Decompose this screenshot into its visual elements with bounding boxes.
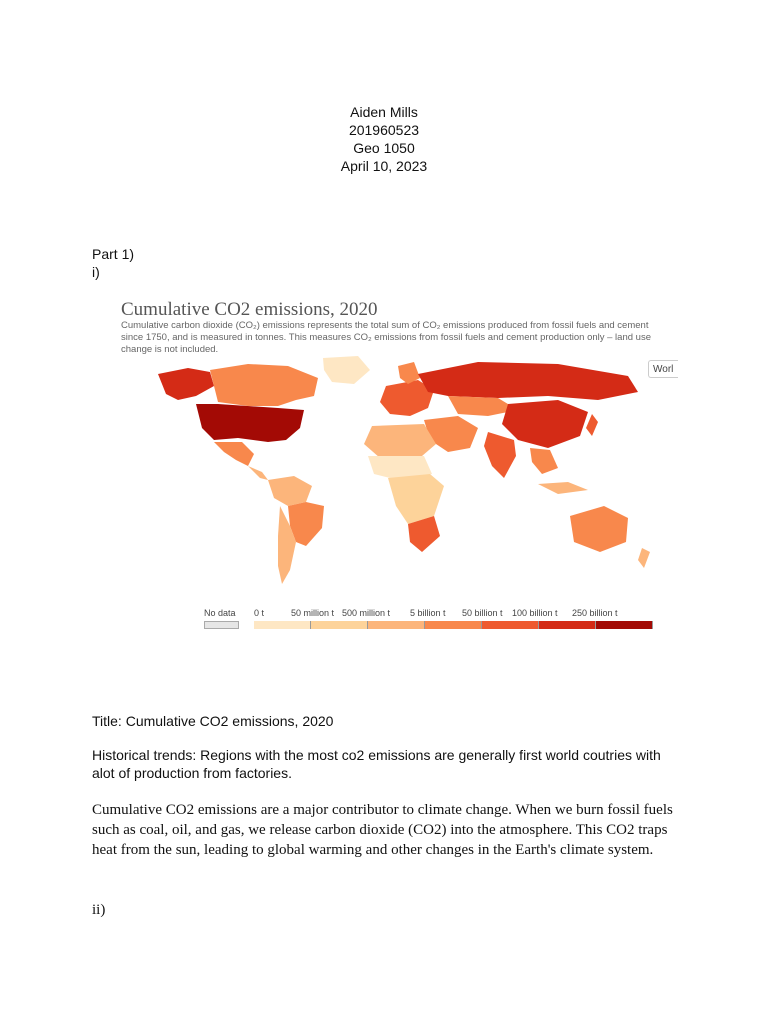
map-region-alaska	[158, 368, 214, 400]
legend-color-bin	[254, 621, 311, 629]
legend-color-bin	[368, 621, 425, 629]
map-region-central-africa	[388, 474, 444, 524]
historical-trends-text: Historical trends: Regions with the most co2 emissions are generally first world coutries with alot of production from factories.	[92, 747, 661, 781]
map-region-new-zealand	[638, 548, 650, 568]
legend-no-data-label: No data	[204, 608, 236, 618]
analysis-paragraph: Cumulative CO2 emissions are a major contributor to climate change. When we burn fossil fuels such as coal, oil, and gas, we release carbon dioxide (CO2) into the atmosphere. This CO2 traps heat from the sun, leading to global warming and other changes in the Earth's climate system.	[92, 802, 673, 858]
legend-tick-label: 250 billion t	[572, 608, 618, 618]
document-date: April 10, 2023	[340, 158, 428, 174]
figure-subtitle: Cumulative carbon dioxide (CO₂) emissions represents the total sum of CO₂ emissions produced from fossil fuels and cement since 1750, and is measured in tonnes. This measures CO₂ emissions from fossil fuels and cement production only – land use change is not included.	[121, 320, 651, 355]
map-region-india	[484, 432, 516, 478]
map-region-russia	[418, 362, 638, 400]
figure-title: Cumulative CO2 emissions, 2020	[121, 299, 378, 320]
legend-color-bin	[425, 621, 482, 629]
map-region-north-africa	[364, 424, 436, 458]
part-heading-block	[92, 245, 134, 281]
map-region-indonesia	[538, 482, 588, 494]
legend-color-bin	[596, 621, 653, 629]
map-region-china	[502, 400, 588, 448]
part-heading: Part 1)	[92, 246, 135, 262]
legend-color-bin	[311, 621, 368, 629]
student-id: 201960523	[348, 122, 420, 138]
map-region-usa	[196, 404, 304, 442]
legend-color-bin	[482, 621, 539, 629]
map-region-southeast-asia	[530, 448, 558, 474]
map-region-mexico	[214, 442, 254, 466]
legend-no-data-swatch	[204, 621, 239, 629]
figure-title-line: Title: Cumulative CO2 emissions, 2020	[92, 713, 334, 729]
map-region-central-america	[248, 466, 268, 480]
legend-color-bin	[539, 621, 596, 629]
map-region-canada	[210, 364, 318, 406]
course-code: Geo 1050	[353, 140, 415, 156]
world-map	[118, 356, 678, 596]
map-region-greenland	[323, 356, 370, 384]
world-region-button[interactable]: Worl	[648, 360, 678, 378]
author-name: Aiden Mills	[350, 104, 418, 120]
map-legend	[204, 604, 664, 634]
next-section-label: ii)	[92, 902, 106, 918]
map-region-south-america-north	[268, 476, 312, 506]
map-region-japan	[586, 414, 598, 436]
document-header	[0, 103, 768, 175]
legend-tick-label: 5 billion t	[410, 608, 446, 618]
subsection-label: i)	[92, 264, 100, 280]
legend-tick-label: 100 billion t	[512, 608, 558, 618]
co2-map-figure	[118, 296, 678, 636]
legend-tick-label: 50 billion t	[462, 608, 503, 618]
legend-tick-label: 500 million t	[342, 608, 391, 618]
legend-tick-label: 0 t	[254, 608, 265, 618]
map-region-australia	[570, 506, 628, 552]
legend-tick-label: 50 million t	[291, 608, 335, 618]
